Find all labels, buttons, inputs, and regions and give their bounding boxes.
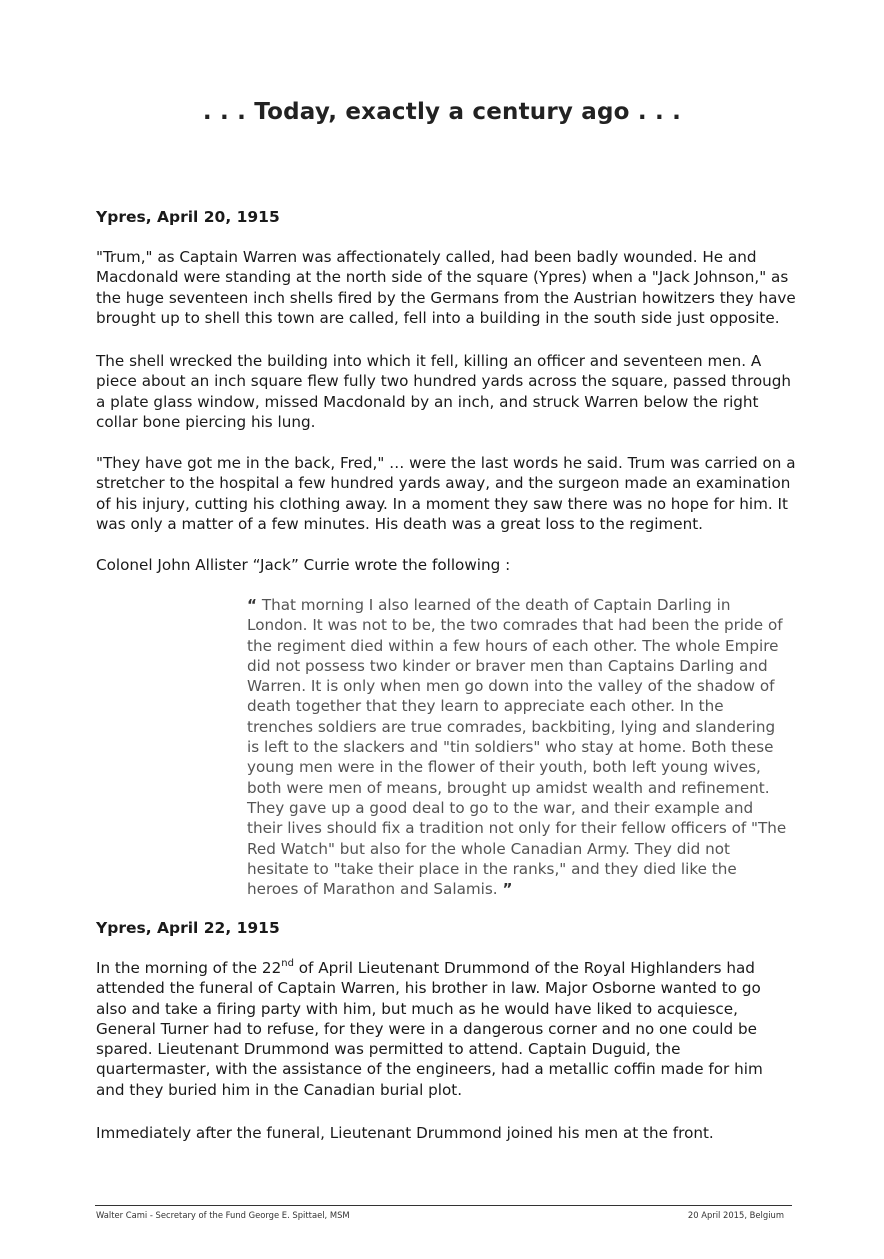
footer-divider xyxy=(95,1205,792,1206)
footer-date: 20 April 2015, Belgium xyxy=(687,1210,784,1220)
paragraph-last-words: "They have got me in the back, Fred," … were the last words he said. Trum was carried on a stretcher to the hospital a few hundred yards away, and the surgeon made an examination of his injury, cutting his clothing away. In a moment they saw there was no hope for him. It was only a matter of a few minutes. His death was a great loss to the regiment. xyxy=(96,454,796,533)
quote-text: That morning I also learned of the death of Captain Darling in London. It was not to be, the two comrades that had been the pride of the regiment died within a few hours of each other. The whole Empire did not possess two kinder or braver men than Captains Darling and Warren. It is only when men go down into the valley of the shadow of death together that they learn to appreciate each other. In the trenches soldiers are true comrades, backbiting, lying and slandering is left to the slackers and "tin soldiers" who stay at home. Both these young men were in the flower of their youth, both left young wives, both were men of means, brought up amidst wealth and refinement. They gave up a good deal to go to the war, and their example and their lives should fix a tradition not only for their fellow officers of "The Red Watch" but also for the whole Canadian Army. They did not hesitate to "take their place in the ranks," and they died like the heroes of Marathon and Salamis. xyxy=(247,596,787,899)
block-quote xyxy=(247,595,791,899)
paragraph-trum-wounded: "Trum," as Captain Warren was affectionately called, had been badly wounded. He and Macdonald were standing at the north side of the square (Ypres) when a "Jack Johnson," as the huge seventeen inch shells fired by the Germans from the Austrian howitzers they have brought up to shell this town are called, fell into a building in the south side just opposite. xyxy=(96,248,796,327)
paragraph-funeral xyxy=(96,958,796,1100)
paragraph-after-funeral: Immediately after the funeral, Lieutenant Drummond joined his men at the front. xyxy=(96,1124,714,1142)
funeral-text-rest: of April Lieutenant Drummond of the Royal Highlanders had attended the funeral of Captain Warren, his brother in law. Major Osborne wanted to go also and take a firing party with him, but much as he would have liked to acquiesce, General Turner had to refuse, for they were in a dangerous corner and no one could be spared. Lieutenant Drummond was permitted to attend. Captain Duguid, the quartermaster, with the assistance of the engineers, had a metallic coffin made for him and they buried him in the Canadian burial plot. xyxy=(96,959,763,1099)
paragraph-shell-wrecked: The shell wrecked the building into which it fell, killing an officer and seventeen men. A piece about an inch square flew fully two hundred yards across the square, passed through a plate glass window, missed Macdonald by an inch, and struck Warren below the right collar bone piercing his lung. xyxy=(96,352,792,431)
ordinal-suffix: nd xyxy=(281,957,294,969)
footer-author: Walter Cami - Secretary of the Fund George E. Spittael, MSM xyxy=(96,1210,350,1220)
page-title: . . . Today, exactly a century ago . . . xyxy=(202,99,682,125)
paragraph-quote-intro: Colonel John Allister “Jack” Currie wrote the following : xyxy=(96,556,511,574)
quote-close-mark: ” xyxy=(502,880,513,899)
funeral-text-start: In the morning of the 22 xyxy=(96,959,282,977)
section-heading-april-22: Ypres, April 22, 1915 xyxy=(96,919,280,937)
section-heading-april-20: Ypres, April 20, 1915 xyxy=(96,208,280,226)
quote-open-mark: “ xyxy=(247,596,257,614)
